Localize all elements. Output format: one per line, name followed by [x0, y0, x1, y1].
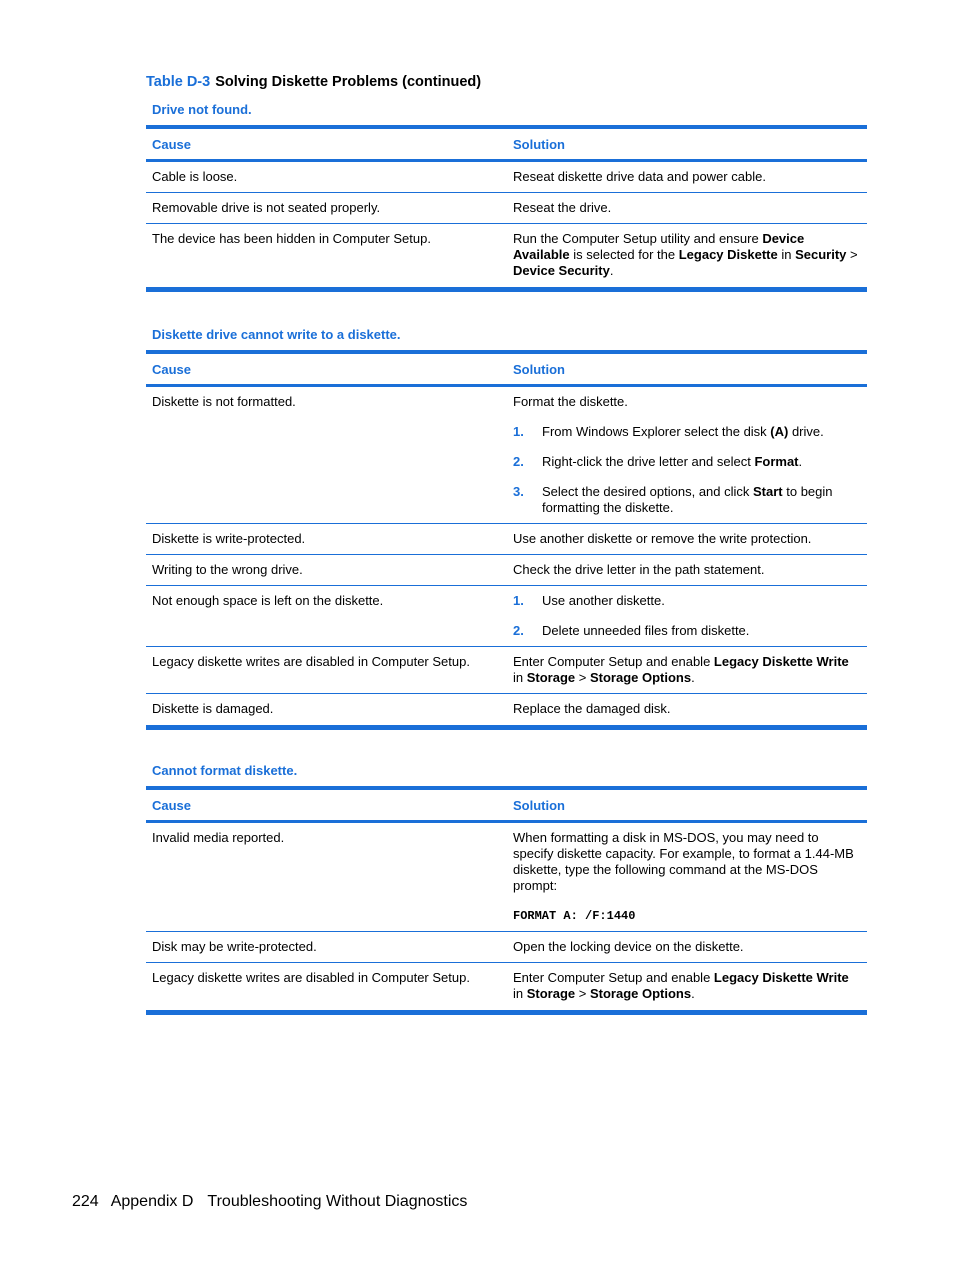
page-number: 224 [72, 1193, 99, 1210]
column-header-solution: Solution [507, 352, 867, 386]
cause-cell: Disk may be write-protected. [146, 932, 507, 963]
solution-cell: Replace the damaged disk. [507, 694, 867, 728]
solution-cell [507, 386, 867, 524]
table-drive-not-found [146, 125, 867, 292]
solution-text: Run the Computer Setup utility and ensure [513, 231, 763, 246]
solution-emphasis: Legacy Diskette [678, 247, 778, 262]
step-text: drive. [788, 424, 824, 439]
column-header-cause: Cause [146, 352, 507, 386]
table-row [146, 386, 867, 524]
step-list [513, 593, 861, 639]
step-text: Delete unneeded files from diskette. [542, 623, 750, 638]
solution-cell: Reseat diskette drive data and power cable. [507, 161, 867, 193]
cause-cell: Diskette is not formatted. [146, 386, 507, 524]
solution-cell [507, 647, 867, 694]
table-row [146, 161, 867, 193]
solution-cell: Check the drive letter in the path statement. [507, 555, 867, 586]
step-text: Select the desired options, and click [542, 484, 754, 499]
table-cannot-write [146, 350, 867, 730]
step-text: Use another diskette. [542, 593, 665, 608]
solution-cell [507, 963, 867, 1013]
column-header-solution: Solution [507, 788, 867, 822]
solution-cell: Use another diskette or remove the write protection. [507, 524, 867, 555]
table-row [146, 694, 867, 728]
solution-text: > [575, 670, 590, 685]
cause-cell: Diskette is damaged. [146, 694, 507, 728]
cause-cell: Removable drive is not seated properly. [146, 193, 507, 224]
step-item [513, 593, 861, 609]
table-row [146, 822, 867, 932]
step-item [513, 424, 861, 440]
cause-cell: Legacy diskette writes are disabled in Computer Setup. [146, 963, 507, 1013]
solution-text: . [691, 986, 695, 1001]
table-header-row [146, 127, 867, 161]
solution-cell [507, 822, 867, 932]
table-caption [146, 74, 481, 90]
table-row [146, 224, 867, 290]
section-title-drive-not-found: Drive not found. [152, 102, 252, 117]
solution-text: > [575, 986, 590, 1001]
solution-emphasis: Storage Options [589, 986, 692, 1001]
solution-emphasis: Storage Options [589, 670, 692, 685]
appendix-label: Appendix D [110, 1193, 194, 1210]
solution-cell: Open the locking device on the diskette. [507, 932, 867, 963]
cause-cell: Not enough space is left on the diskette. [146, 586, 507, 647]
solution-text: . [609, 263, 614, 278]
table-row [146, 586, 867, 647]
solution-text: is selected for the [569, 247, 679, 262]
command-code: FORMAT A: /F:1440 [513, 909, 636, 923]
step-number: 2. [513, 623, 524, 638]
table-row [146, 647, 867, 694]
step-item [513, 454, 861, 470]
cause-cell: Invalid media reported. [146, 822, 507, 932]
table-header-row [146, 788, 867, 822]
step-emphasis: Format [754, 454, 799, 469]
step-number: 1. [513, 593, 524, 608]
table-header-row [146, 352, 867, 386]
solution-emphasis: Legacy Diskette Write [713, 970, 849, 985]
solution-emphasis: Storage [526, 986, 576, 1001]
solution-text: When formatting a disk in MS-DOS, you may need to specify diskette capacity. For example, to format a 1.44-MB diskette, type the following command at the MS-DOS prompt: [513, 830, 854, 893]
solution-emphasis: Legacy Diskette Write [713, 654, 849, 669]
solution-text: Enter Computer Setup and enable [513, 654, 714, 669]
table-row [146, 524, 867, 555]
solution-text: in [513, 986, 527, 1001]
step-item [513, 623, 861, 639]
column-header-cause: Cause [146, 788, 507, 822]
table-row [146, 193, 867, 224]
cause-cell: Legacy diskette writes are disabled in Computer Setup. [146, 647, 507, 694]
solution-emphasis: Security [795, 247, 847, 262]
solution-emphasis: Storage [526, 670, 576, 685]
step-item [513, 484, 861, 516]
solution-intro: Format the diskette. [513, 394, 628, 409]
section-title-cannot-format: Cannot format diskette. [152, 763, 298, 778]
table-title: Solving Diskette Problems (continued) [215, 74, 482, 90]
cause-cell: Writing to the wrong drive. [146, 555, 507, 586]
solution-emphasis: Device Security [513, 263, 610, 278]
table-number: Table D-3 [146, 74, 211, 90]
table-row [146, 555, 867, 586]
step-emphasis: Start [753, 484, 783, 499]
step-number: 2. [513, 454, 524, 469]
cause-cell: Diskette is write-protected. [146, 524, 507, 555]
solution-text: Enter Computer Setup and enable [513, 970, 714, 985]
cause-cell: The device has been hidden in Computer Setup. [146, 224, 507, 290]
table-row [146, 963, 867, 1013]
column-header-solution: Solution [507, 127, 867, 161]
cause-cell: Cable is loose. [146, 161, 507, 193]
step-number: 1. [513, 424, 524, 439]
section-title-cannot-write: Diskette drive cannot write to a diskette. [152, 327, 401, 342]
solution-cell [507, 586, 867, 647]
solution-text: . [691, 670, 695, 685]
step-number: 3. [513, 484, 524, 499]
step-list [513, 424, 861, 516]
solution-emphasis: Device Available [513, 231, 805, 262]
solution-cell: Reseat the drive. [507, 193, 867, 224]
step-text: Right-click the drive letter and select [542, 454, 755, 469]
page-footer [72, 1193, 467, 1211]
appendix-title: Troubleshooting Without Diagnostics [207, 1193, 468, 1210]
step-emphasis: (A) [770, 424, 789, 439]
step-text: From Windows Explorer select the disk [542, 424, 771, 439]
solution-text: > [846, 247, 858, 262]
solution-text: in [777, 247, 796, 262]
column-header-cause: Cause [146, 127, 507, 161]
table-cannot-format [146, 786, 867, 1015]
step-text: . [798, 454, 803, 469]
solution-cell [507, 224, 867, 290]
solution-text: in [513, 670, 527, 685]
step-text: to begin formatting the diskette. [542, 484, 833, 515]
table-row [146, 932, 867, 963]
